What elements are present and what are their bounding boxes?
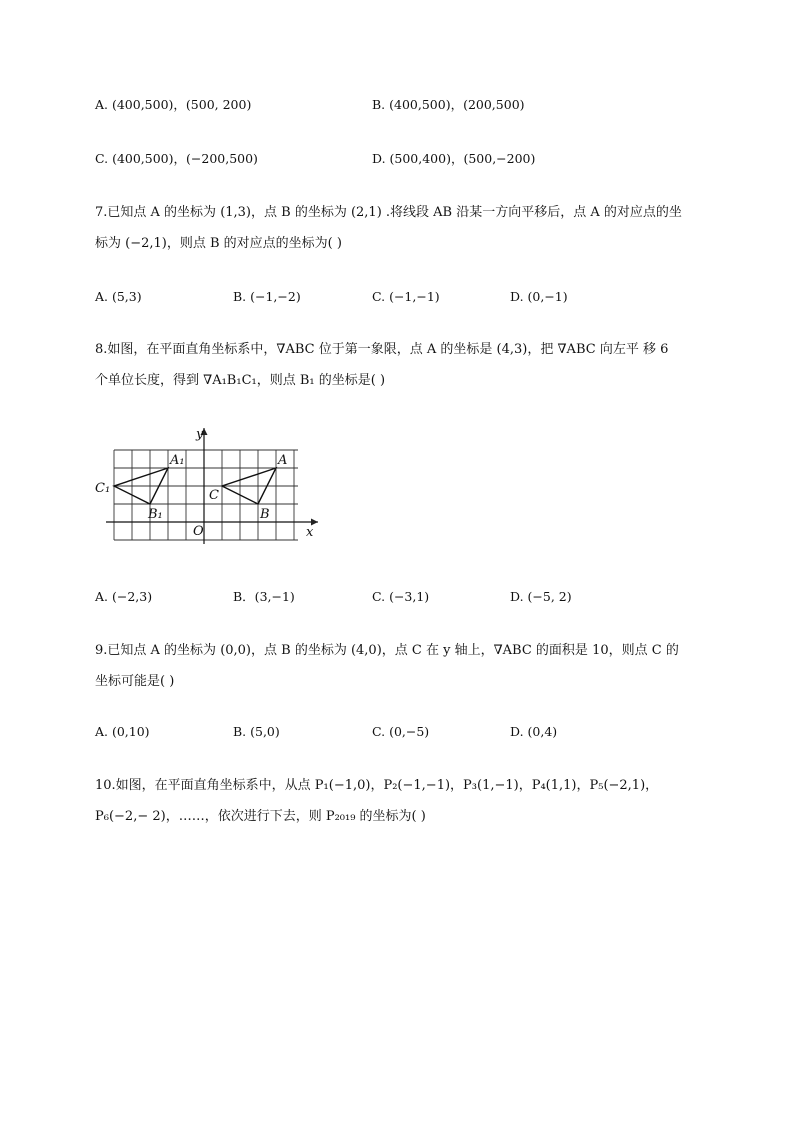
q8-stem-line2: 个单位长度，得到 ∇A₁B₁C₁，则点 B₁ 的坐标是( ) <box>95 373 386 388</box>
y-axis-label: y <box>196 427 204 442</box>
x-axis-label: x <box>306 525 314 540</box>
origin-label: O <box>193 524 204 539</box>
q9-option-c: C. (0,−5) <box>372 724 430 739</box>
label-b: B <box>260 507 270 522</box>
coordinate-grid-figure <box>92 420 322 545</box>
q8-option-d: D. (−5, 2) <box>510 589 572 604</box>
q7-stem-line1: 7.已知点 A 的坐标为 (1,3)，点 B 的坐标为 (2,1) .将线段 AB 沿某一方向平移后，点 A 的对应点的坐 <box>95 205 682 220</box>
q6-option-b: B. (400,500)，(200,500) <box>372 97 525 112</box>
q7-option-b: B. (−1,−2) <box>233 289 301 304</box>
q8-option-c: C. (−3,1) <box>372 589 430 604</box>
q9-option-a: A. (0,10) <box>95 724 150 739</box>
label-a: A <box>278 453 288 468</box>
q6-option-d: D. (500,400)，(500,−200) <box>372 151 536 166</box>
q10-stem-line1: 10.如图，在平面直角坐标系中，从点 P₁(−1,0)，P₂(−1,−1)，P₃(1,−1)，P₄(1,1)，P₅(−2,1)， <box>95 778 659 793</box>
grid-lines <box>114 450 298 540</box>
q6-option-c: C. (400,500)，(−200,500) <box>95 151 258 166</box>
label-b1: B₁ <box>148 507 163 522</box>
q8-option-a: A. (−2,3) <box>95 589 153 604</box>
q7-option-a: A. (5,3) <box>95 289 142 304</box>
q7-stem-line2: 标为 (−2,1)，则点 B 的对应点的坐标为( ) <box>95 236 342 251</box>
q7-option-c: C. (−1,−1) <box>372 289 440 304</box>
q9-option-b: B. (5,0) <box>233 724 280 739</box>
q7-option-d: D. (0,−1) <box>510 289 568 304</box>
q9-stem-line2: 坐标可能是( ) <box>95 674 175 689</box>
q10-stem-line2: P₆(−2,− 2)，……，依次进行下去，则 P₂₀₁₉ 的坐标为( ) <box>95 809 426 824</box>
q6-option-a: A. (400,500)，(500, 200) <box>95 97 252 112</box>
label-a1: A₁ <box>170 453 185 468</box>
label-c1: C₁ <box>95 481 111 496</box>
q9-stem-line1: 9.已知点 A 的坐标为 (0,0)，点 B 的坐标为 (4,0)，点 C 在 y 轴上，∇ABC 的面积是 10，则点 C 的 <box>95 643 679 658</box>
q8-stem-line1: 8.如图，在平面直角坐标系中，∇ABC 位于第一象限，点 A 的坐标是 (4,3)，把 ∇ABC 向左平 移 6 <box>95 342 669 357</box>
q8-option-b: B．(3,−1) <box>233 589 295 604</box>
q9-option-d: D. (0,4) <box>510 724 558 739</box>
label-c: C <box>209 488 219 503</box>
